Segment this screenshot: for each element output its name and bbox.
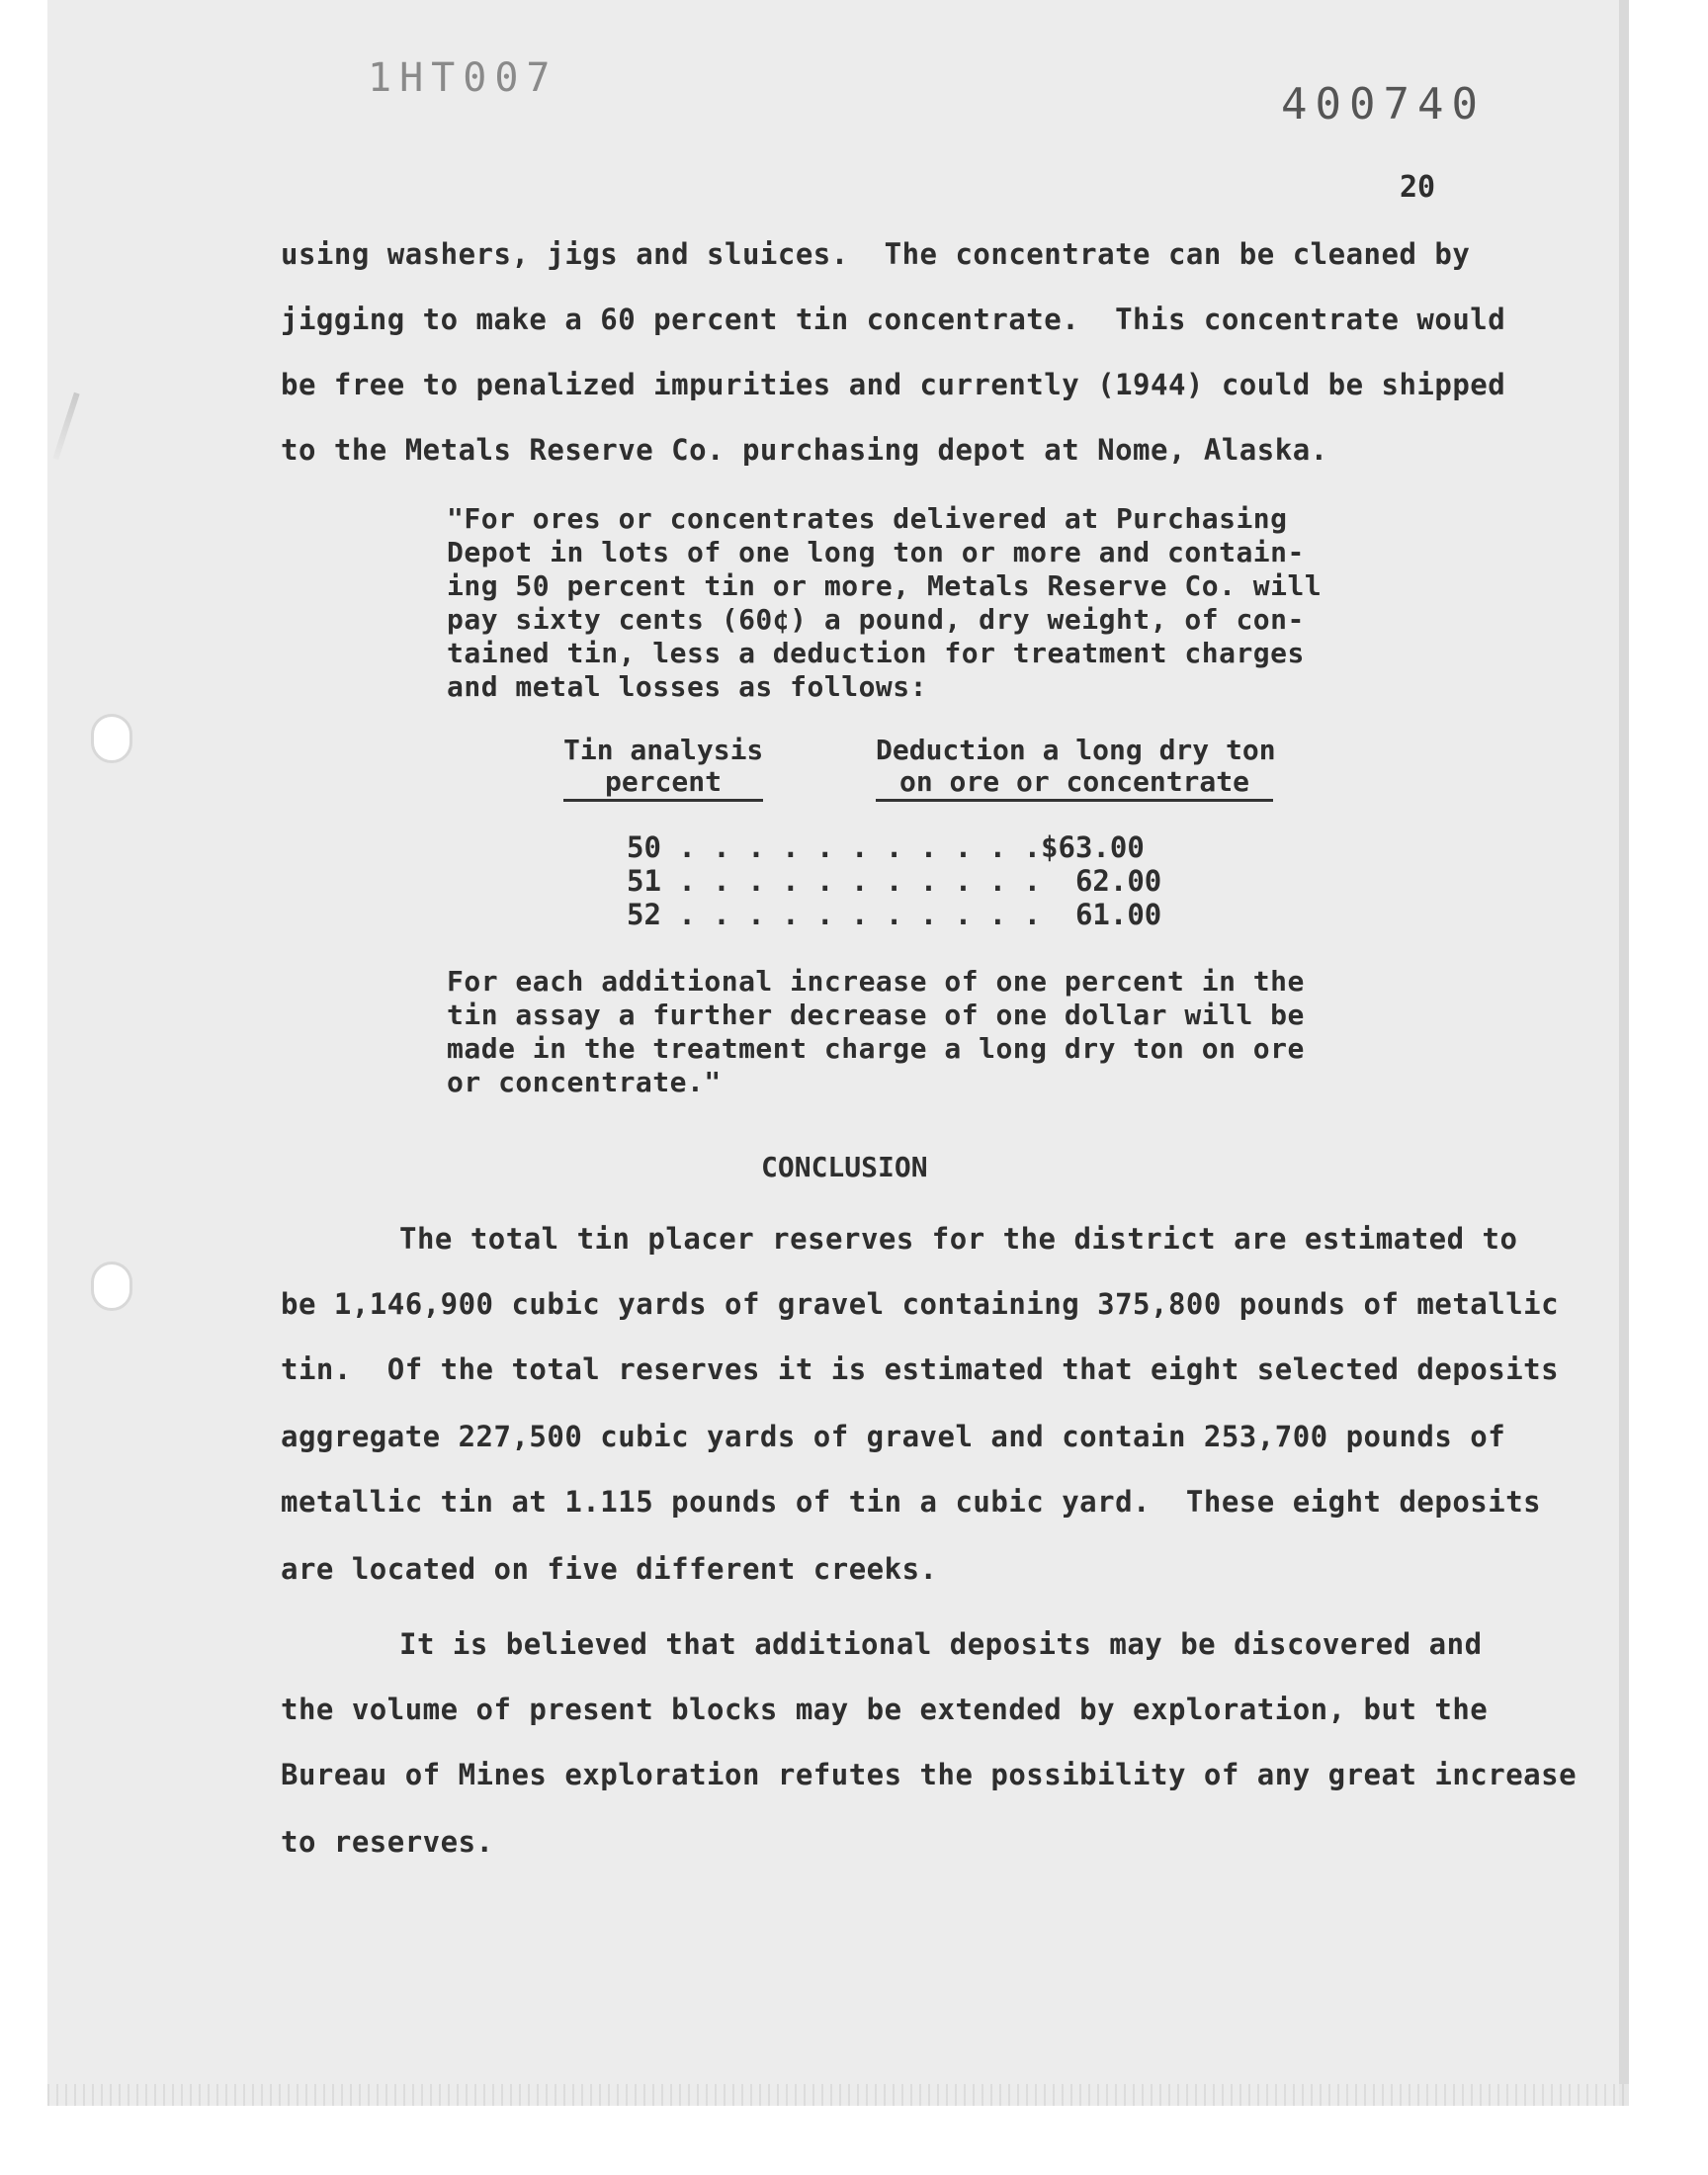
punch-hole-top [91,714,132,763]
quote-line: or concentrate." [447,1066,722,1098]
page-number: 20 [1400,170,1436,205]
paragraph-line: aggregate 227,500 cubic yards of gravel and contain 253,700 pounds of [281,1420,1506,1453]
paragraph-line: jigging to make a 60 percent tin concentrate. This concentrate would [281,303,1506,336]
quote-line: made in the treatment charge a long dry ton on ore [447,1032,1305,1065]
table-row: 51 . . . . . . . . . . . 62.00 [627,864,1162,898]
quote-line: "For ores or concentrates delivered at Purchasing [447,502,1288,535]
paragraph-line: be 1,146,900 cubic yards of gravel containing 375,800 pounds of metallic [281,1287,1560,1321]
table-header-deduction-line2: on ore or concentrate [876,765,1273,802]
paragraph-line: are located on five different creeks. [281,1552,938,1586]
table-row: 50 . . . . . . . . . . .$63.00 [627,830,1145,864]
paragraph-line: metallic tin at 1.115 pounds of tin a cubic yard. These eight deposits [281,1485,1542,1519]
paragraph-line: the volume of present blocks may be extended by exploration, but the [281,1693,1489,1726]
paragraph-line: to the Metals Reserve Co. purchasing depot at Nome, Alaska. [281,433,1328,467]
quote-line: ing 50 percent tin or more, Metals Reserve Co. will [447,569,1323,602]
scan-bottom-edge [47,2084,1629,2106]
quote-line: pay sixty cents (60¢) a pound, dry weight, of con- [447,603,1305,636]
quote-line: and metal losses as follows: [447,670,928,703]
quote-line: tin assay a further decrease of one dollar will be [447,999,1305,1031]
document-stamp-right: 400740 [1281,79,1486,130]
table-row: 52 . . . . . . . . . . . 61.00 [627,898,1162,931]
paragraph-line: Bureau of Mines exploration refutes the possibility of any great increase [281,1758,1578,1791]
paragraph-line: tin. Of the total reserves it is estimated that eight selected deposits [281,1352,1560,1386]
quote-line: tained tin, less a deduction for treatment charges [447,637,1305,669]
paragraph-line: The total tin placer reserves for the district are estimated to [399,1222,1518,1256]
paragraph-line: It is believed that additional deposits may be discovered and [399,1627,1483,1661]
paragraph-line: be free to penalized impurities and currently (1944) could be shipped [281,368,1506,401]
table-header-tin-line1: Tin analysis [563,734,764,766]
document-stamp-left: 1HT007 [368,55,558,101]
table-header-tin-line2: percent [563,765,763,802]
punch-hole-bottom [91,1262,132,1311]
table-header-deduction-line1: Deduction a long dry ton [876,734,1276,766]
paragraph-line: using washers, jigs and sluices. The concentrate can be cleaned by [281,237,1471,271]
quote-line: Depot in lots of one long ton or more and contain- [447,536,1305,568]
section-heading: CONCLUSION [761,1151,928,1183]
paragraph-line: to reserves. [281,1825,494,1859]
quote-line: For each additional increase of one percent in the [447,965,1305,998]
